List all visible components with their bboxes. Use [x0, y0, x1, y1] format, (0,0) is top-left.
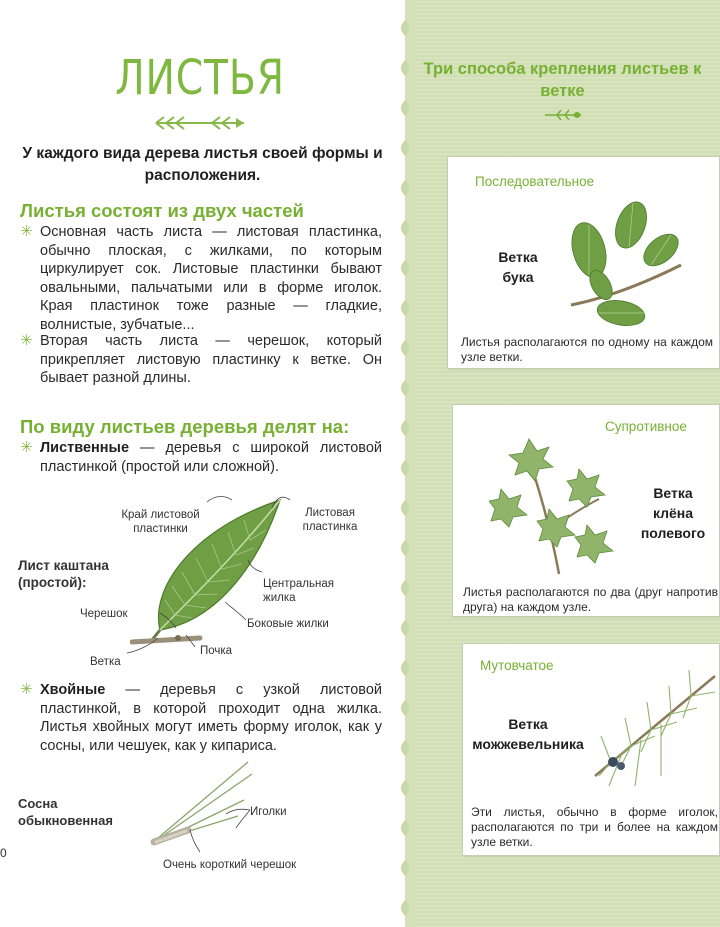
- label-petiole: Черешок: [80, 608, 128, 620]
- list-item: ✳ Лиственные — деревья с широкой листовой пластинкой (простой или сложной).: [20, 439, 382, 475]
- section-heading-types: По виду листьев деревья делят на:: [20, 416, 350, 437]
- juniper-branch-illustration: [591, 666, 719, 806]
- maple-branch-illustration: [489, 429, 619, 579]
- label-branch: Ветка: [90, 656, 121, 668]
- arrow-ornament-icon: [150, 114, 250, 132]
- list-item: ✳ Вторая часть листа — черешок, который прикрепляет листовую пластинку к ветке. Он бывает разной длины.: [20, 332, 382, 387]
- asterisk-icon: ✳: [20, 439, 33, 456]
- card-tag: Последовательное: [475, 174, 595, 189]
- page-number: 0: [0, 846, 7, 860]
- card-opposite: [452, 404, 720, 617]
- leaf-divider-icon: [393, 0, 417, 927]
- beech-branch-illustration: [551, 195, 691, 335]
- page-title: ЛИСТЬЯ: [115, 50, 285, 106]
- intro-text: У каждого вида дерева листья своей формы и расположения.: [22, 145, 383, 184]
- label-leaf-blade: Листовая пластинка: [302, 507, 358, 533]
- list-item: ✳ Хвойные — деревья с узкой листовой пластинкой, в которой проходит одна жилка. Листья хвойных могут иметь форму иголок, как у сосны, или чешуек, как у кипариса.: [20, 681, 382, 754]
- card-tag: Супротивное: [605, 419, 687, 434]
- card-description: Эти листья, обычно в форме иголок, располагаются по три и более на каждом узле ветки.: [471, 805, 718, 849]
- list-item: ✳ Основная часть листа — листовая пластинка, обычно плоская, с жилками, по которым циркулирует сок. Листовые пластинки бывают овальными, пальчатыми или в форме иголок. Края пластинок тоже разные — гладкие, волнистые, зубчатые...: [20, 223, 382, 333]
- leaf-sprig-icon: [543, 108, 583, 122]
- label-bud: Почка: [200, 645, 233, 657]
- card-branch-name: Ветка клёна полевого: [640, 485, 706, 541]
- label-needles: Иголки: [250, 806, 287, 818]
- card-branch-name: Ветка можжевельника: [472, 716, 584, 752]
- label-pine-caption: Сосна обыкновенная: [18, 796, 113, 828]
- label-midrib: Центральная жилка: [263, 578, 334, 604]
- asterisk-icon: ✳: [20, 332, 33, 349]
- section-heading-parts: Листья состоят из двух частей: [20, 200, 304, 221]
- card-tag: Мутовчатое: [480, 658, 554, 673]
- card-description: Листья располагаются по два (друг напротив друга) на каждом узле.: [463, 585, 718, 614]
- label-chestnut-caption: Лист каштана (простой):: [18, 558, 109, 590]
- label-short-petiole: Очень короткий черешок: [163, 859, 297, 871]
- card-description: Листья располагаются по одному на каждом узле ветки.: [461, 335, 713, 364]
- label-side-veins: Боковые жилки: [247, 618, 329, 630]
- label-leaf-edge: Край листовой пластинки: [121, 509, 200, 535]
- card-alternate: [447, 156, 720, 369]
- asterisk-icon: ✳: [20, 223, 33, 240]
- card-branch-name: Ветка бука: [498, 249, 538, 285]
- card-whorled: [462, 643, 720, 856]
- right-title: Три способа крепления листьев к ветке: [423, 60, 702, 100]
- asterisk-icon: ✳: [20, 681, 33, 698]
